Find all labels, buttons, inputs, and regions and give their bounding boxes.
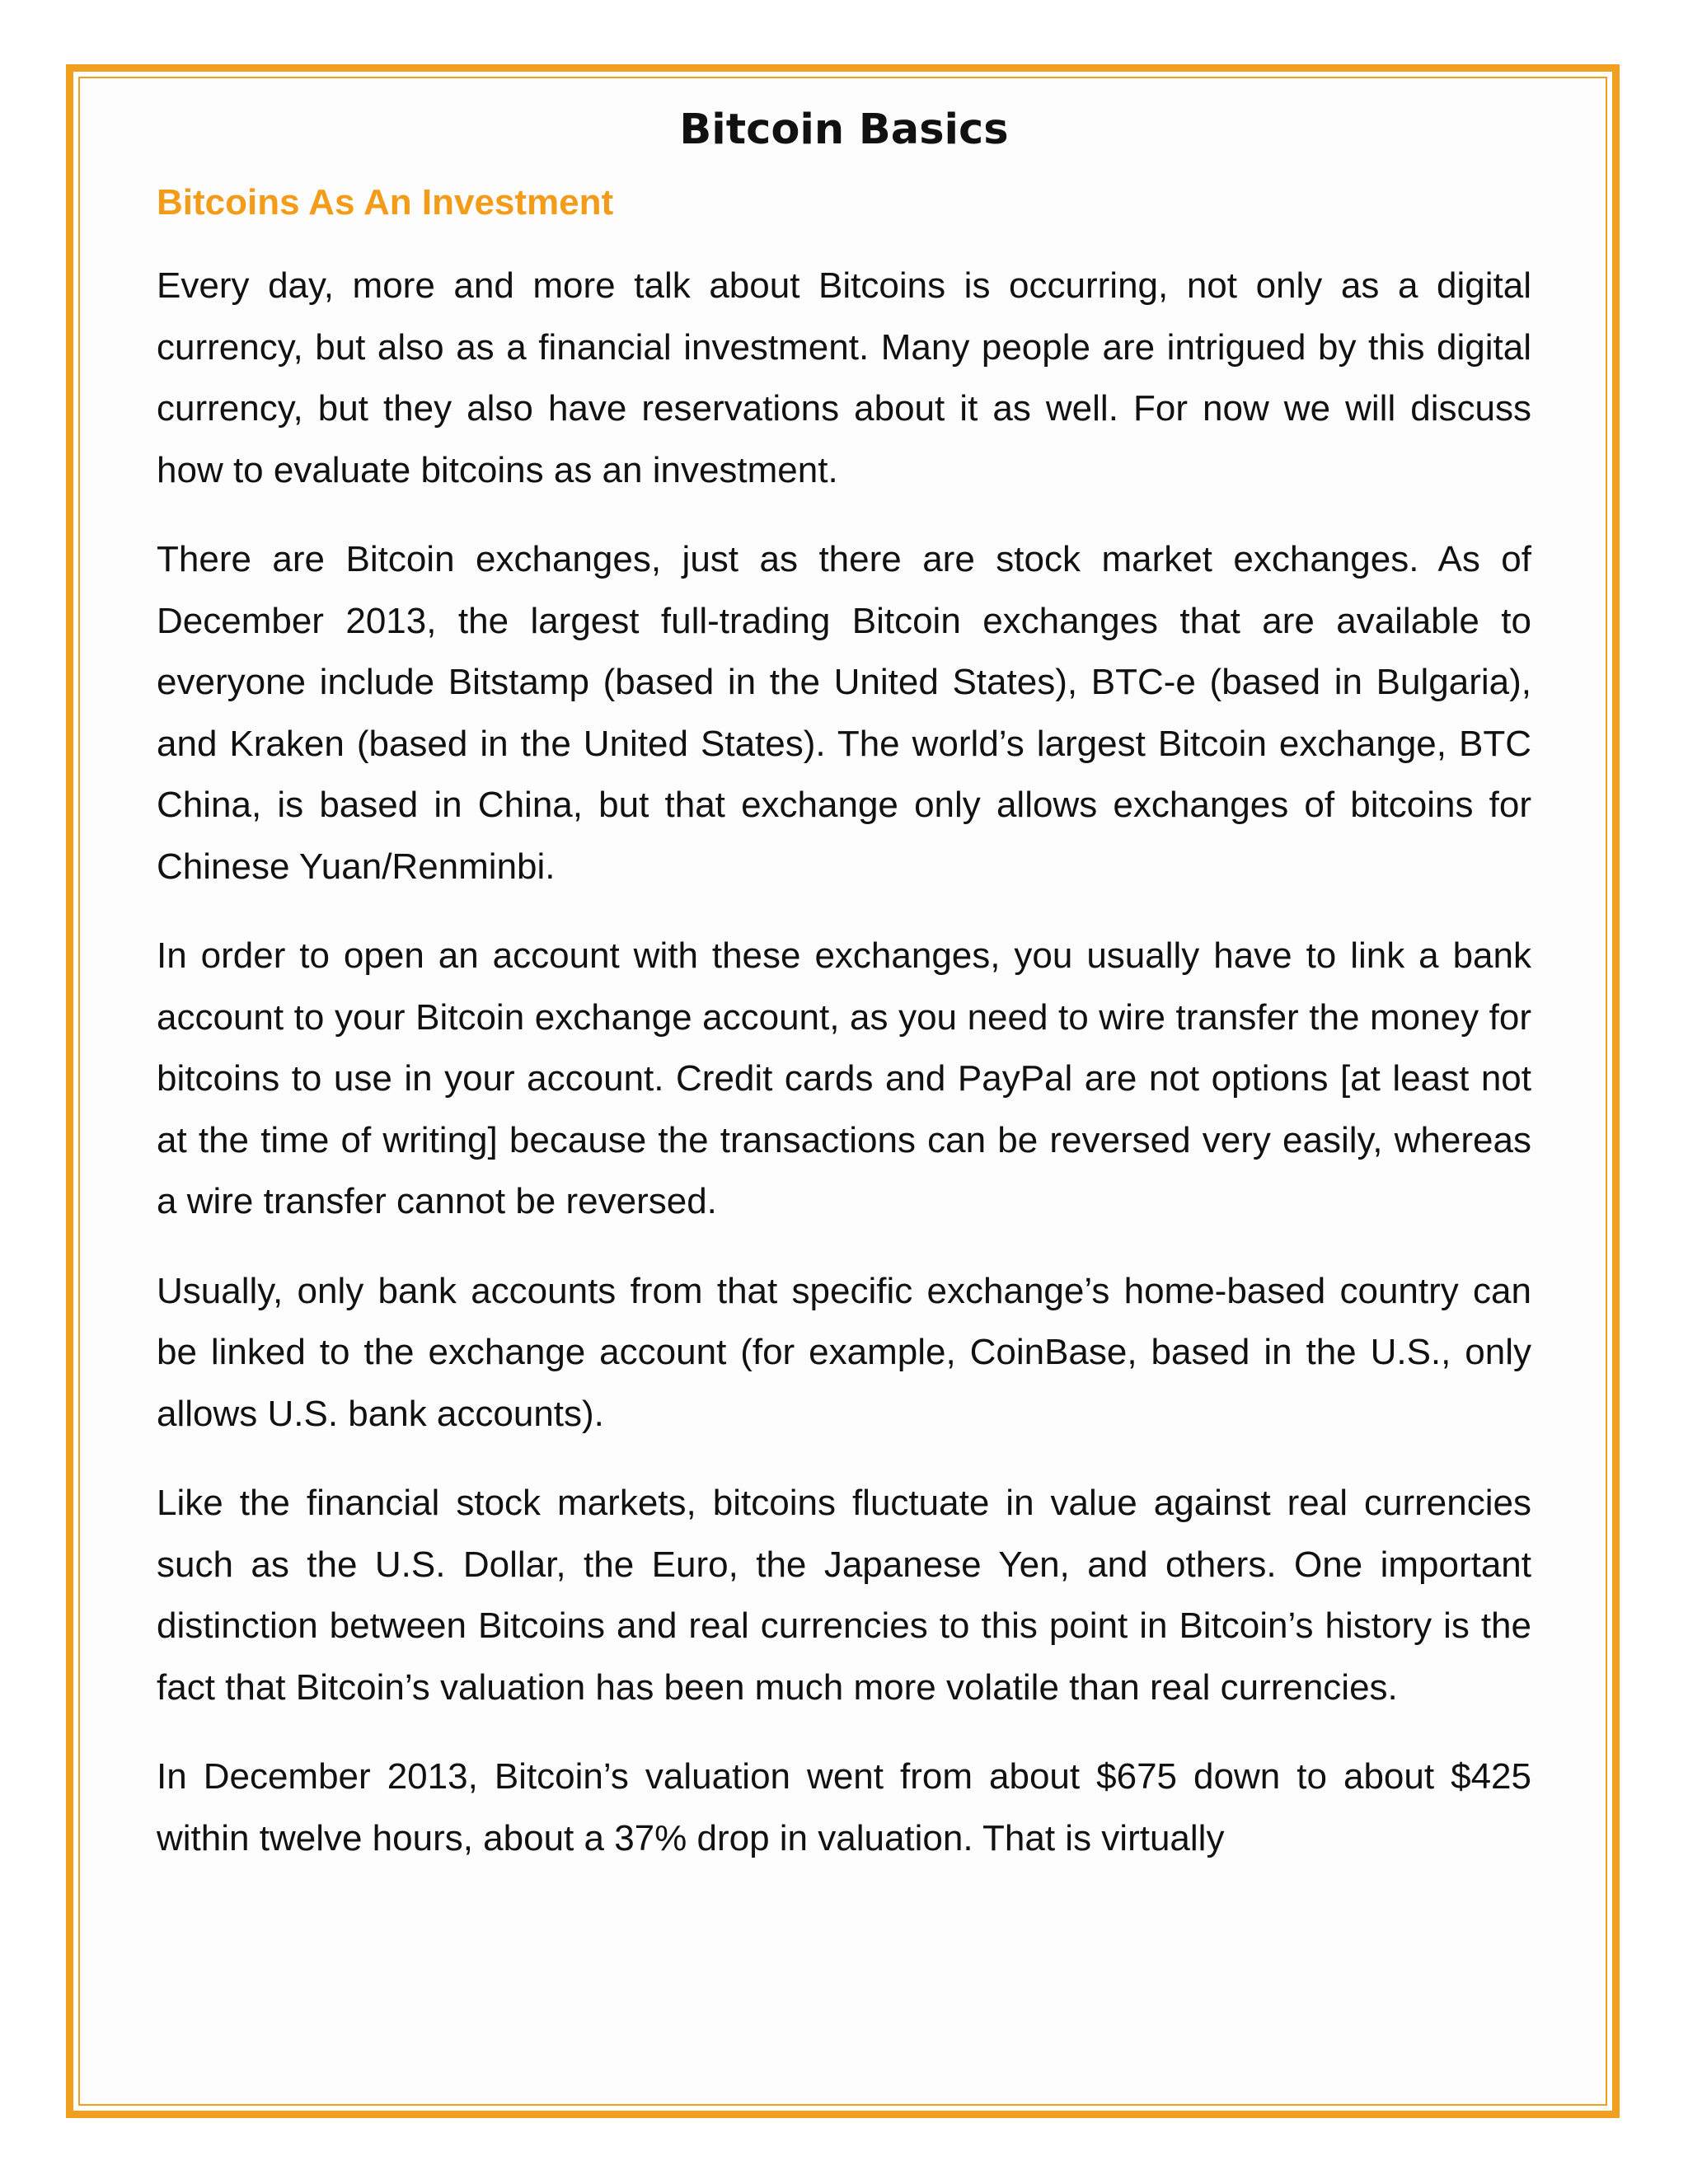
paragraph-4: Usually, only bank accounts from that specific exchange’s home-based country can be linked to the exchange account (for example, CoinBase, based in the U.S., only allows U.S. bank accounts). [157,1270,1531,1434]
paragraph-2: There are Bitcoin exchanges, just as there are stock market exchanges. As of December 2013, the largest full-trading Bitcoin exchanges that are available to everyone include Bitstamp (based in the United States), BTC-e (based in Bulgaria), and Kraken (based in the United States). The world’s largest Bitcoin exchange, BTC China, is based in China, but that exchange only allows exchanges of bitcoins for Chinese Yuan/Renminbi. [157,539,1531,887]
paragraph-6: In December 2013, Bitcoin’s valuation went from about $675 down to about $425 within twelve hours, about a 37% drop in valuation. That is virtually [157,1756,1531,1858]
section-heading: Bitcoins As An Investment [157,182,614,223]
paragraph-5: Like the financial stock markets, bitcoins fluctuate in value against real currencies such as the U.S. Dollar, the Euro, the Japanese Yen, and others. One important distinction between Bitcoins and real currencies to this point in Bitcoin’s history is the fact that Bitcoin’s valuation has been much more volatile than real currencies. [157,1483,1531,1708]
document-body [157,99,1531,1869]
paragraph-3: In order to open an account with these exchanges, you usually have to link a bank account to your Bitcoin exchange account, as you need to wire transfer the money for bitcoins to use in your account. Credit cards and PayPal are not options [at least not at the time of writing] because the transactions can be reversed very easily, whereas a wire transfer cannot be reversed. [157,935,1531,1221]
document-title: Bitcoin Basics [679,105,1009,154]
paragraph-1: Every day, more and more talk about Bitcoins is occurring, not only as a digital currency, but also as a financial investment. Many people are intrigued by this digital currency, but they also have reservations about it as well. For now we will discuss how to evaluate bitcoins as an investment. [157,265,1531,490]
